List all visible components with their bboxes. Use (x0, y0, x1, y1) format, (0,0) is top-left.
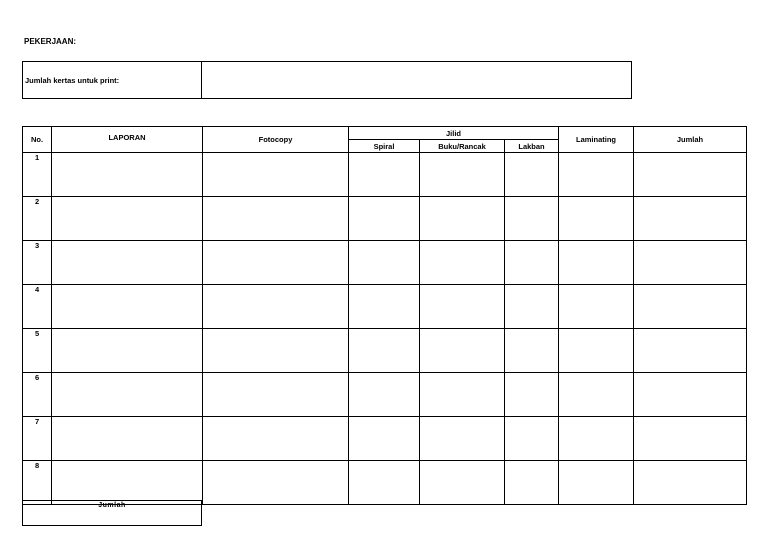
cell-laminating[interactable] (559, 329, 634, 373)
header-lakban: Lakban (505, 140, 559, 153)
cell-lakban[interactable] (505, 197, 559, 241)
cell-buku-rancak[interactable] (420, 417, 505, 461)
cell-fotocopy[interactable] (203, 417, 349, 461)
table-row (23, 241, 747, 285)
table-row (23, 417, 747, 461)
page-title: PEKERJAAN: (24, 37, 77, 46)
cell-jumlah[interactable] (634, 461, 747, 505)
header-jilid: Jilid (349, 127, 559, 140)
cell-spiral[interactable] (349, 417, 420, 461)
paper-count-label: Jumlah kertas untuk print: (23, 62, 202, 98)
cell-spiral[interactable] (349, 329, 420, 373)
work-table (22, 126, 747, 505)
table-row (23, 153, 747, 197)
header-jumlah: Jumlah (634, 127, 747, 153)
row-number: 4 (23, 285, 52, 329)
cell-jumlah[interactable] (634, 153, 747, 197)
cell-buku-rancak[interactable] (420, 373, 505, 417)
cell-laporan[interactable] (52, 461, 203, 505)
paper-count-box (22, 61, 632, 99)
cell-jumlah[interactable] (634, 285, 747, 329)
cell-jumlah[interactable] (634, 373, 747, 417)
header-laminating: Laminating (559, 127, 634, 153)
cell-jumlah[interactable] (634, 329, 747, 373)
cell-fotocopy[interactable] (203, 285, 349, 329)
row-number: 2 (23, 197, 52, 241)
table-row (23, 329, 747, 373)
header-spiral: Spiral (349, 140, 420, 153)
total-footer-label: Jumlah (22, 500, 202, 526)
cell-jumlah[interactable] (634, 417, 747, 461)
cell-buku-rancak[interactable] (420, 197, 505, 241)
cell-buku-rancak[interactable] (420, 285, 505, 329)
cell-laporan[interactable] (52, 417, 203, 461)
cell-jumlah[interactable] (634, 197, 747, 241)
cell-laporan[interactable] (52, 373, 203, 417)
row-number: 1 (23, 153, 52, 197)
header-laporan: LAPORAN (52, 127, 203, 153)
cell-laminating[interactable] (559, 417, 634, 461)
cell-fotocopy[interactable] (203, 461, 349, 505)
paper-count-field[interactable] (202, 62, 631, 98)
cell-fotocopy[interactable] (203, 241, 349, 285)
cell-laminating[interactable] (559, 285, 634, 329)
cell-buku-rancak[interactable] (420, 241, 505, 285)
cell-spiral[interactable] (349, 373, 420, 417)
cell-spiral[interactable] (349, 285, 420, 329)
cell-laminating[interactable] (559, 241, 634, 285)
row-number: 5 (23, 329, 52, 373)
cell-lakban[interactable] (505, 241, 559, 285)
cell-laminating[interactable] (559, 461, 634, 505)
table-row (23, 197, 747, 241)
cell-lakban[interactable] (505, 329, 559, 373)
table-row (23, 285, 747, 329)
cell-fotocopy[interactable] (203, 153, 349, 197)
cell-laminating[interactable] (559, 197, 634, 241)
header-fotocopy: Fotocopy (203, 127, 349, 153)
cell-fotocopy[interactable] (203, 329, 349, 373)
cell-laporan[interactable] (52, 197, 203, 241)
row-number: 7 (23, 417, 52, 461)
cell-lakban[interactable] (505, 373, 559, 417)
cell-lakban[interactable] (505, 417, 559, 461)
cell-laporan[interactable] (52, 153, 203, 197)
header-no: No. (23, 127, 52, 153)
cell-laminating[interactable] (559, 373, 634, 417)
cell-laporan[interactable] (52, 329, 203, 373)
row-number: 8 (23, 461, 52, 505)
cell-buku-rancak[interactable] (420, 329, 505, 373)
cell-jumlah[interactable] (634, 241, 747, 285)
cell-laminating[interactable] (559, 153, 634, 197)
cell-laporan[interactable] (52, 241, 203, 285)
header-buku-rancak: Buku/Rancak (420, 140, 505, 153)
row-number: 6 (23, 373, 52, 417)
cell-buku-rancak[interactable] (420, 461, 505, 505)
cell-spiral[interactable] (349, 461, 420, 505)
row-number: 3 (23, 241, 52, 285)
cell-fotocopy[interactable] (203, 373, 349, 417)
table-row (23, 373, 747, 417)
cell-lakban[interactable] (505, 461, 559, 505)
cell-lakban[interactable] (505, 153, 559, 197)
cell-spiral[interactable] (349, 241, 420, 285)
table-row (23, 461, 747, 505)
cell-fotocopy[interactable] (203, 197, 349, 241)
cell-lakban[interactable] (505, 285, 559, 329)
cell-laporan[interactable] (52, 285, 203, 329)
cell-spiral[interactable] (349, 153, 420, 197)
cell-buku-rancak[interactable] (420, 153, 505, 197)
cell-spiral[interactable] (349, 197, 420, 241)
